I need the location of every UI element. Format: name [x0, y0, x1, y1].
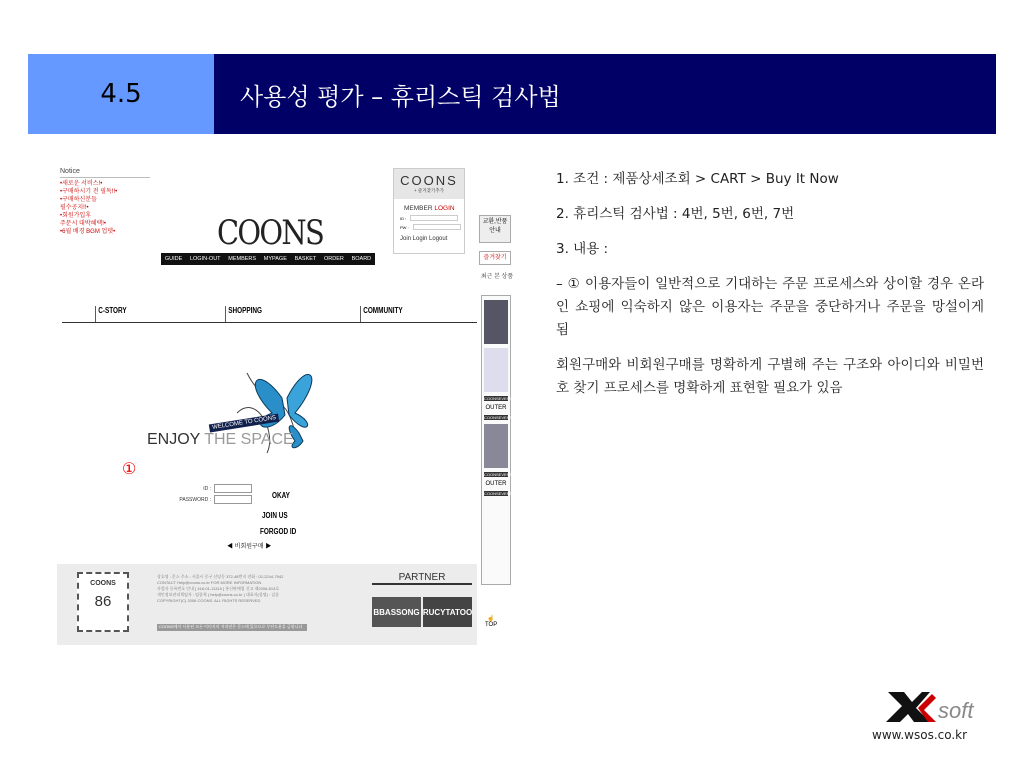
welcome-banner: WELCOME TO COONS: [209, 414, 280, 433]
nav-members[interactable]: MEMBERS: [228, 256, 257, 262]
annotation-marker-1: ①: [122, 461, 137, 478]
partner-heading: PARTNER: [372, 572, 472, 585]
nav-order[interactable]: ORDER: [324, 256, 344, 262]
notice-title: Notice: [60, 168, 150, 178]
member-label: MEMBER: [404, 205, 433, 212]
company-info-line: COPYRIGHT(C) 2006 COONS. ALL RIGHTS RESERVED: [157, 598, 261, 603]
recent-item-thumb[interactable]: [484, 348, 508, 392]
site-footer: [57, 564, 477, 645]
event-label: COONSEVENT: [484, 491, 513, 496]
company-info: [157, 574, 307, 604]
login-brand-text: COONS: [400, 173, 458, 188]
okay-button[interactable]: OKAY: [272, 491, 290, 500]
enjoy-the-space-heading: [147, 431, 294, 449]
top-nav: [161, 253, 375, 265]
notice-item[interactable]: •6월 배경 BGM 업뎃•: [60, 229, 116, 235]
menu-shopping[interactable]: SHOPPING: [225, 306, 262, 322]
partner-bbassong[interactable]: BBASSONG: [372, 597, 421, 627]
nav-mypage[interactable]: MYPAGE: [263, 256, 287, 262]
notice-item[interactable]: •구매하시기 전 필독!!•: [60, 189, 118, 195]
nav-board[interactable]: BOARD: [351, 256, 372, 262]
recent-items-strip: [481, 295, 511, 585]
the-space-word: THE SPACE: [204, 431, 294, 448]
site-logo[interactable]: COONS: [217, 213, 324, 253]
forgot-id-link[interactable]: FORGOD ID: [260, 527, 297, 536]
member-login-box: [393, 168, 465, 254]
logo-soft-text: soft: [938, 698, 974, 723]
top-button[interactable]: [485, 615, 497, 628]
exchange-return-tag[interactable]: 교환,반품 안내: [479, 215, 511, 243]
content-label: 3. 내용 :: [556, 241, 609, 257]
login-id-input[interactable]: [410, 215, 458, 221]
slide-title: 사용성 평가 – 휴리스틱 검사법: [214, 54, 996, 134]
xsoft-logo: [884, 688, 994, 724]
company-info-line: 사업자 등록번호 안내 [ 416-01-11310 ] 통신판매업 신고 제2006-813호: [157, 586, 280, 591]
notice-item[interactable]: •회원가입후: [60, 213, 92, 219]
recent-items-label: 최근 본 상품: [480, 274, 514, 280]
login-brand: [394, 169, 464, 199]
login-pw-row: [400, 224, 464, 230]
finding-paragraph-2: 회원구매와 비회원구매를 명확하게 구별해 주는 구조와 아이디와 비밀번호 찾기 프로세스를 명확하게 표현할 필요가 있음: [556, 357, 984, 396]
notice-item[interactable]: 주문시 대박혜택!•: [60, 221, 107, 227]
company-info-line: CONTACT Help@coons.co.kr FOR MORE INFORMATION: [157, 580, 262, 585]
nav-guide[interactable]: GUIDE: [164, 256, 183, 262]
nav-login-out[interactable]: LOGIN-OUT: [189, 256, 221, 262]
event-label: COONSEVENT: [484, 415, 513, 420]
outer-label[interactable]: OUTER: [485, 481, 507, 487]
login-label: LOGIN: [434, 205, 455, 212]
hand-icon: ☝: [487, 616, 495, 622]
enjoy-word: ENJOY: [147, 431, 201, 448]
stamp-brand: COONS: [90, 580, 116, 587]
recent-item-thumb[interactable]: [484, 424, 508, 468]
id-input[interactable]: [214, 484, 252, 493]
menu-c-story[interactable]: C-STORY: [95, 306, 127, 322]
nav-basket[interactable]: BASKET: [294, 256, 317, 262]
website-screenshot: [57, 163, 515, 645]
copyright-bar: COONS에서 사용된 모든 이미지의 저작권은 쿤스에 있으므로 무단도용을 금합니다: [157, 624, 307, 631]
event-label: COONSEVENT: [484, 472, 513, 477]
login-links[interactable]: Join Login Logout: [400, 236, 448, 242]
id-label: ID :: [400, 215, 407, 221]
stamp-number: 86: [94, 593, 112, 610]
notice-item[interactable]: •새로운 서비스!•: [60, 181, 103, 187]
id-label: ID :: [203, 485, 211, 492]
notice-item[interactable]: 필수공지!!•: [60, 205, 89, 211]
password-row: [172, 494, 252, 505]
notice-box: [60, 168, 150, 236]
company-info-line: 상호명 : 쿤스 주소 : 서울시 중구 신당동 372-48번지 전화 : 02-2244-7942: [157, 574, 284, 579]
site-url[interactable]: www.wsos.co.kr: [872, 728, 968, 742]
login-form: [172, 483, 252, 505]
non-member-purchase-link[interactable]: ◀ 비회원구매 ▶: [227, 544, 272, 550]
notice-item[interactable]: •구매하신분들: [60, 197, 97, 203]
section-number: 4.5: [28, 54, 214, 134]
id-row: [172, 483, 252, 494]
menu-community[interactable]: COMMUNITY: [360, 306, 403, 322]
stamp-logo: [77, 572, 129, 632]
analysis-text: [556, 168, 984, 400]
password-input[interactable]: [214, 495, 252, 504]
login-pw-input[interactable]: [413, 224, 461, 230]
company-info-line: 개인정보관리책임자 : 임종혁 ( help@coons.co.kr ) 대표자(성명) : 김종: [157, 592, 279, 597]
main-menu: [62, 303, 477, 323]
top-label: TOP: [485, 622, 498, 628]
recent-item-thumb[interactable]: [484, 300, 508, 344]
outer-label[interactable]: OUTER: [485, 405, 507, 411]
bookmark-button[interactable]: 즐겨찾기: [479, 251, 511, 265]
event-label: COONSEVENT: [484, 396, 513, 401]
finding-paragraph-1: – ① 이용자들이 일반적으로 기대하는 주문 프로세스와 상이할 경우 온라인 쇼핑에 익숙하지 않은 이용자는 주문을 중단하거나 주문을 망설이게 됨: [556, 276, 984, 338]
partner-rucytatoo[interactable]: RUCYTATOO: [423, 597, 472, 627]
add-favorite-link[interactable]: + 즐겨찾기추가: [414, 188, 444, 193]
password-label: PASSWORD :: [179, 496, 211, 503]
condition-line: 1. 조건 : 제품상세조회 > CART > Buy It Now: [556, 171, 839, 187]
join-us-link[interactable]: JOIN US: [262, 511, 288, 520]
right-sidebar: [479, 215, 515, 645]
login-id-row: [400, 215, 464, 221]
member-login-heading: [404, 205, 464, 212]
heuristic-line: 2. 휴리스틱 검사법 : 4번, 5번, 6번, 7번: [556, 206, 795, 222]
pw-label: PW :: [400, 224, 409, 230]
